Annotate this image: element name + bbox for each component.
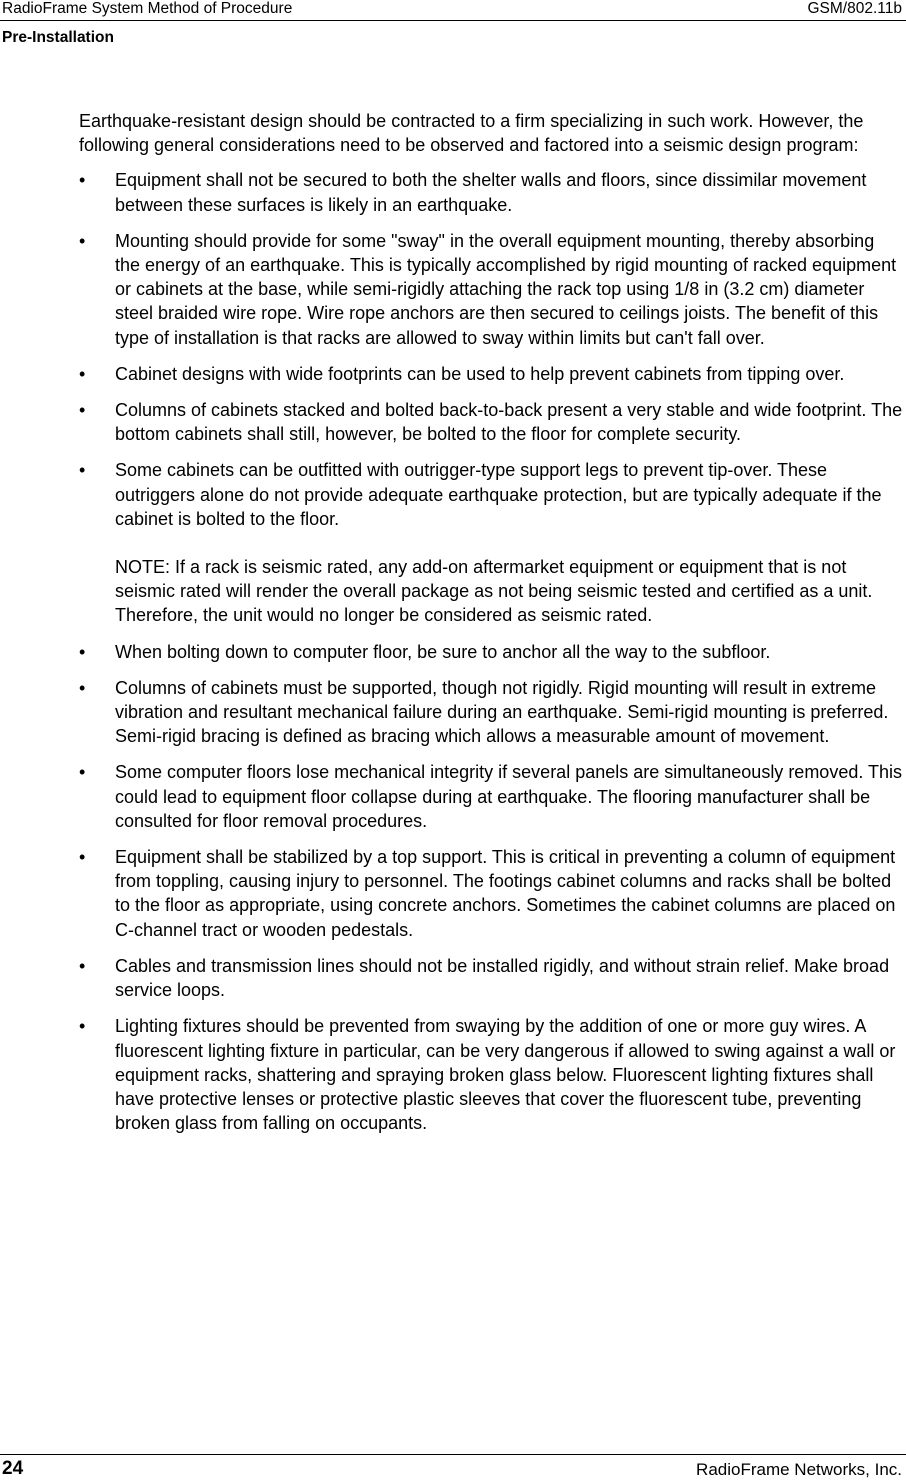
list-item: [79, 362, 903, 386]
bullet-icon: •: [79, 460, 86, 481]
considerations-list: [79, 168, 903, 1135]
list-item-text: Lighting fixtures should be prevented from swaying by the addition of one or more guy wires. A fluorescent lighting fixture in particular, can be very dangerous if allowed to swing against a wall or equipment racks, shattering and spraying broken glass below. Fluorescent lighting fixtures shall have protective lenses or protective plastic sleeves that cover the fluorescent tube, preventing broken glass from falling on occupants.: [115, 1016, 896, 1134]
footer-divider: [0, 1454, 906, 1455]
bullet-icon: •: [79, 847, 86, 868]
list-item: [79, 1014, 903, 1135]
list-item-text: Cabinet designs with wide footprints can be used to help prevent cabinets from tipping over.: [115, 363, 845, 384]
intro-paragraph: Earthquake-resistant design should be contracted to a firm specializing in such work. However, the following general considerations need to be observed and factored into a seismic design program:: [79, 111, 864, 156]
footer-company: RadioFrame Networks, Inc.: [696, 1460, 902, 1479]
list-item-text: Equipment shall not be secured to both the shelter walls and floors, since dissimilar movement between these surfaces is likely in an earthquake.: [115, 170, 867, 215]
bullet-icon: •: [79, 641, 86, 662]
list-item-text: When bolting down to computer floor, be sure to anchor all the way to the subfloor.: [115, 641, 771, 662]
header-divider: [0, 20, 906, 21]
bullet-icon: •: [79, 955, 86, 976]
bullet-icon: •: [79, 400, 86, 421]
bullet-icon: •: [79, 230, 86, 251]
bullet-icon: •: [79, 1016, 86, 1037]
list-item: [79, 954, 903, 1002]
list-item: [79, 168, 903, 216]
section-title: Pre-Installation: [2, 29, 114, 46]
page-number: 24: [2, 1458, 24, 1479]
list-item-text: Equipment shall be stabilized by a top support. This is critical in preventing a column of equipment from toppling, causing injury to personnel. The footings cabinet columns and racks shall be bolted to the floor as appropriate, using concrete anchors. Sometimes the cabinet columns are placed on C-channel tract or wooden pedestals.: [115, 847, 896, 940]
list-item: [79, 458, 903, 627]
list-item: [79, 229, 903, 350]
header-doc-title: RadioFrame System Method of Procedure: [2, 0, 293, 17]
list-item: [79, 760, 903, 833]
bullet-icon: •: [79, 363, 86, 384]
list-item-text: Mounting should provide for some "sway" in the overall equipment mounting, thereby absorbing the energy of an earthquake. This is typically accomplished by rigid mounting of racked equipment or cabinets at the base, while semi-rigidly attaching the rack top using 1/8 in (3.2 cm) diameter steel braided wire rope. Wire rope anchors are then secured to ceilings joists. The benefit of this type of installation is that racks are allowed to sway within limits but can't fall over.: [115, 230, 897, 348]
bullet-icon: •: [79, 170, 86, 191]
list-item: [79, 845, 903, 942]
list-item-text: Cables and transmission lines should not be installed rigidly, and without strain relief. Make broad service loops.: [115, 955, 890, 1001]
bullet-icon: •: [79, 677, 86, 698]
list-item: [79, 398, 903, 446]
list-item-text: Some cabinets can be outfitted with outrigger-type support legs to prevent tip-over. These outriggers alone do not provide adequate earthquake protection, but are typically adequate if the cabinet is bolted to the floor.: [115, 460, 882, 529]
list-item: [79, 640, 903, 664]
list-item-text: Columns of cabinets stacked and bolted back-to-back present a very stable and wide footprint. The bottom cabinets shall still, however, be bolted to the floor for complete security.: [115, 400, 903, 445]
list-item-text: Some computer floors lose mechanical integrity if several panels are simultaneously removed. This could lead to equipment floor collapse during at earthquake. The flooring manufacturer shall be consulted for floor removal procedures.: [115, 762, 903, 831]
list-item: [79, 676, 903, 749]
bullet-icon: •: [79, 762, 86, 783]
note-text: NOTE: If a rack is seismic rated, any add-on aftermarket equipment or equipment that is not seismic rated will render the overall package as not being seismic tested and certified as a unit. Therefore, the unit would no longer be considered as seismic rated.: [115, 557, 873, 626]
page-body: [79, 109, 903, 1147]
header-doc-code: GSM/802.11b: [807, 0, 902, 17]
list-item-text: Columns of cabinets must be supported, though not rigidly. Rigid mounting will result in extreme vibration and resultant mechanical failure during an earthquake. Semi-rigid mounting is preferred. Semi-rigid bracing is defined as bracing which allows a measurable amount of movement.: [115, 677, 889, 747]
